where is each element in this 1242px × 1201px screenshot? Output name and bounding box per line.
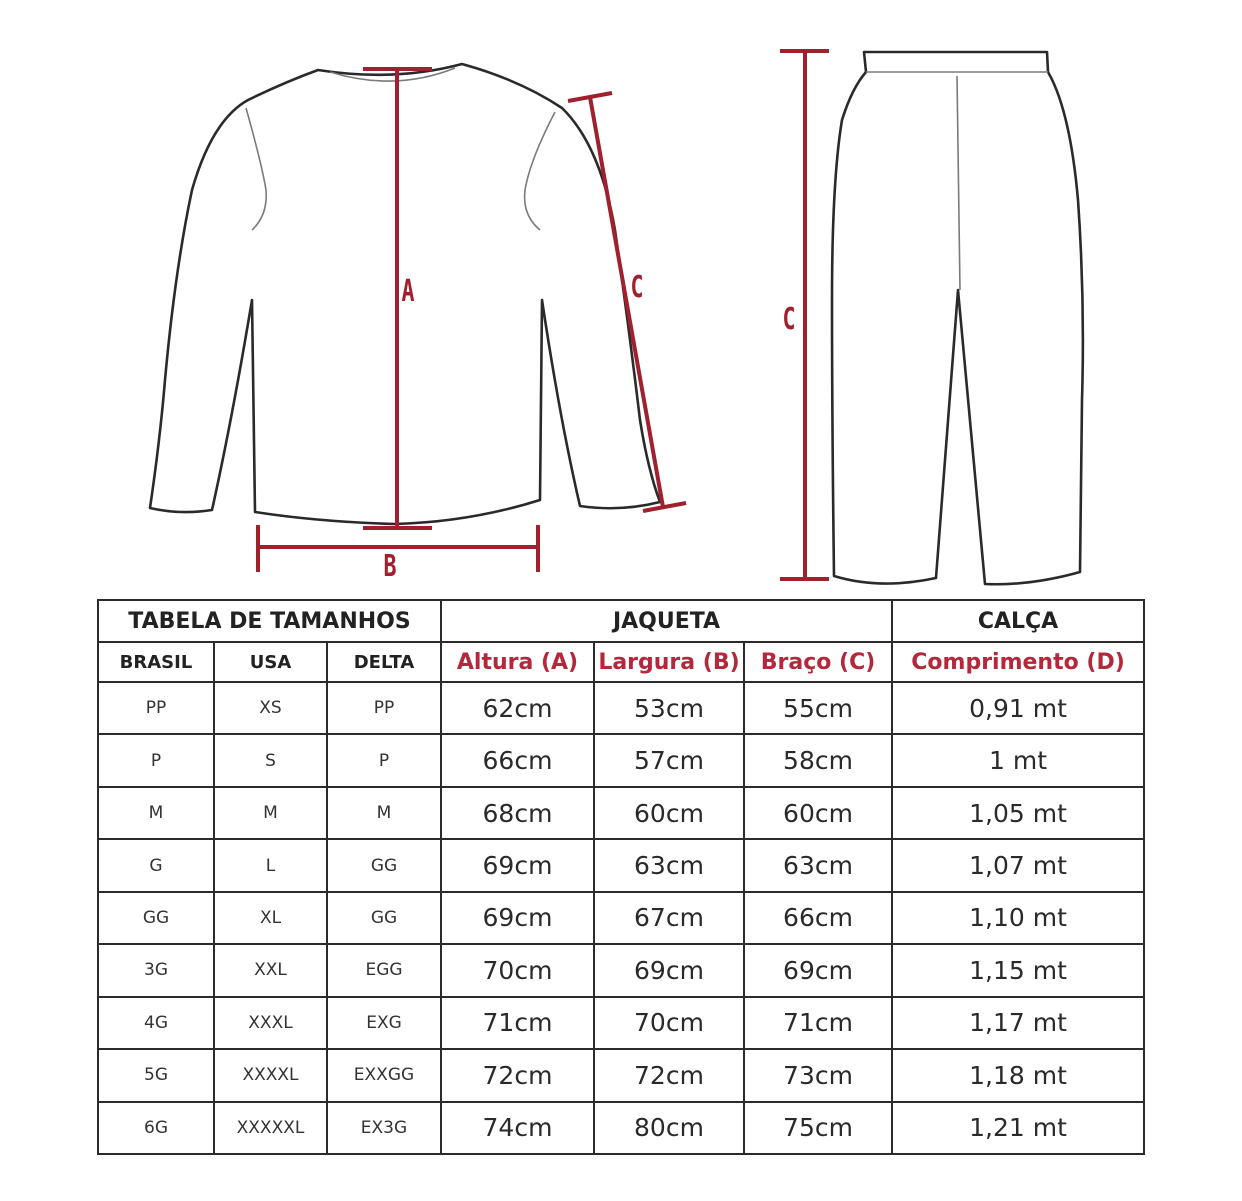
cell-delta: GG bbox=[327, 839, 441, 891]
cell-brasil: 6G bbox=[98, 1102, 214, 1155]
cell-largura: 72cm bbox=[594, 1049, 744, 1101]
cell-braco: 60cm bbox=[744, 787, 892, 839]
col-usa: USA bbox=[214, 642, 327, 682]
table-row bbox=[98, 997, 1144, 1049]
table-title: TABELA DE TAMANHOS bbox=[98, 600, 441, 642]
table-row bbox=[98, 1049, 1144, 1101]
cell-comprimento: 1 mt bbox=[892, 734, 1144, 786]
garment-diagram bbox=[0, 0, 1242, 600]
table-row bbox=[98, 787, 1144, 839]
cell-braco: 69cm bbox=[744, 944, 892, 996]
cell-comprimento: 0,91 mt bbox=[892, 682, 1144, 734]
cell-comprimento: 1,17 mt bbox=[892, 997, 1144, 1049]
diagram-drawing bbox=[0, 0, 1242, 600]
cell-brasil: G bbox=[98, 839, 214, 891]
cell-delta: EXG bbox=[327, 997, 441, 1049]
cell-delta: M bbox=[327, 787, 441, 839]
col-brasil: BRASIL bbox=[98, 642, 214, 682]
cell-brasil: M bbox=[98, 787, 214, 839]
cell-comprimento: 1,18 mt bbox=[892, 1049, 1144, 1101]
size-table bbox=[97, 599, 1145, 1155]
cell-comprimento: 1,10 mt bbox=[892, 892, 1144, 944]
cell-usa: XXL bbox=[214, 944, 327, 996]
cell-altura: 72cm bbox=[441, 1049, 594, 1101]
cell-largura: 67cm bbox=[594, 892, 744, 944]
cell-brasil: P bbox=[98, 734, 214, 786]
cell-altura: 68cm bbox=[441, 787, 594, 839]
table-row bbox=[98, 734, 1144, 786]
cell-altura: 69cm bbox=[441, 892, 594, 944]
cell-altura: 74cm bbox=[441, 1102, 594, 1155]
cell-comprimento: 1,15 mt bbox=[892, 944, 1144, 996]
cell-brasil: 4G bbox=[98, 997, 214, 1049]
cell-altura: 62cm bbox=[441, 682, 594, 734]
cell-altura: 71cm bbox=[441, 997, 594, 1049]
cell-usa: S bbox=[214, 734, 327, 786]
cell-largura: 63cm bbox=[594, 839, 744, 891]
cell-largura: 53cm bbox=[594, 682, 744, 734]
cell-brasil: 5G bbox=[98, 1049, 214, 1101]
col-braco: Braço (C) bbox=[744, 642, 892, 682]
cell-largura: 80cm bbox=[594, 1102, 744, 1155]
cell-braco: 58cm bbox=[744, 734, 892, 786]
cell-usa: L bbox=[214, 839, 327, 891]
cell-braco: 73cm bbox=[744, 1049, 892, 1101]
col-delta: DELTA bbox=[327, 642, 441, 682]
cell-comprimento: 1,07 mt bbox=[892, 839, 1144, 891]
cell-comprimento: 1,05 mt bbox=[892, 787, 1144, 839]
cell-usa: XXXXL bbox=[214, 1049, 327, 1101]
cell-delta: P bbox=[327, 734, 441, 786]
table-row bbox=[98, 944, 1144, 996]
label-c-sleeve: C bbox=[630, 270, 644, 305]
table-row bbox=[98, 1102, 1144, 1155]
table-row bbox=[98, 892, 1144, 944]
cell-brasil: GG bbox=[98, 892, 214, 944]
label-a: A bbox=[401, 274, 415, 309]
cell-altura: 66cm bbox=[441, 734, 594, 786]
pants-group-header: CALÇA bbox=[892, 600, 1144, 642]
cell-usa: XS bbox=[214, 682, 327, 734]
cell-delta: EX3G bbox=[327, 1102, 441, 1155]
cell-braco: 75cm bbox=[744, 1102, 892, 1155]
jacket-group-header: JAQUETA bbox=[441, 600, 892, 642]
cell-delta: GG bbox=[327, 892, 441, 944]
label-b: B bbox=[383, 549, 397, 584]
col-largura: Largura (B) bbox=[594, 642, 744, 682]
cell-delta: EGG bbox=[327, 944, 441, 996]
col-altura: Altura (A) bbox=[441, 642, 594, 682]
cell-brasil: 3G bbox=[98, 944, 214, 996]
cell-altura: 69cm bbox=[441, 839, 594, 891]
cell-delta: EXXGG bbox=[327, 1049, 441, 1101]
cell-braco: 63cm bbox=[744, 839, 892, 891]
table-row bbox=[98, 839, 1144, 891]
table-row bbox=[98, 682, 1144, 734]
cell-brasil: PP bbox=[98, 682, 214, 734]
cell-largura: 57cm bbox=[594, 734, 744, 786]
cell-largura: 69cm bbox=[594, 944, 744, 996]
cell-braco: 66cm bbox=[744, 892, 892, 944]
cell-braco: 71cm bbox=[744, 997, 892, 1049]
cell-usa: XXXL bbox=[214, 997, 327, 1049]
col-comprimento: Comprimento (D) bbox=[892, 642, 1144, 682]
cell-usa: XXXXXL bbox=[214, 1102, 327, 1155]
cell-usa: M bbox=[214, 787, 327, 839]
cell-delta: PP bbox=[327, 682, 441, 734]
cell-comprimento: 1,21 mt bbox=[892, 1102, 1144, 1155]
cell-usa: XL bbox=[214, 892, 327, 944]
cell-largura: 60cm bbox=[594, 787, 744, 839]
cell-braco: 55cm bbox=[744, 682, 892, 734]
cell-altura: 70cm bbox=[441, 944, 594, 996]
cell-largura: 70cm bbox=[594, 997, 744, 1049]
label-c-pants: C bbox=[782, 302, 796, 337]
